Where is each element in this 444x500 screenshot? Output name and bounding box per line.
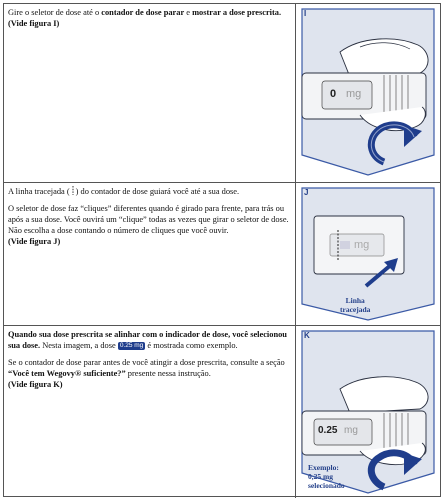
figure-reference: (Vide figura I) — [8, 19, 60, 28]
text-run: O seletor de dose faz “cliques” diferentes quando é girado para frente, para trás ou após a sua dose. Você ouvirá um “clique” todas as vezes que girar o seletor de dose. Não escolha a dose contando o número de cliques que você ouvir. — [8, 204, 289, 235]
bold-run: Quando sua dose prescrita se alinhar com o indicador de dose, você selecionou sua dose. — [8, 330, 287, 350]
column-divider — [295, 326, 296, 498]
dose-unit: mg — [344, 425, 358, 436]
figure-reference: (Vide figura J) — [8, 237, 61, 246]
column-divider — [295, 4, 296, 182]
row-2-text — [8, 186, 290, 253]
caption-line: tracejada — [340, 305, 371, 314]
text-run: Se o contador de dose parar antes de você atingir a dose prescrita, consulte a seção — [8, 358, 285, 367]
caption-line: 0,25 mg — [308, 472, 333, 481]
text-run: Gire o seletor de dose até o — [8, 8, 102, 17]
instruction-row-1 — [4, 4, 440, 183]
figure-j — [300, 186, 436, 322]
bold-run: “Você tem Wegovy® suficiente?” — [8, 369, 126, 378]
text-run: presente nessa instrução. — [125, 369, 211, 378]
bold-run: contador de dose parar — [101, 8, 185, 17]
instruction-row-2 — [4, 183, 440, 326]
instruction-table — [3, 3, 441, 497]
caption-line: selecionado — [308, 481, 345, 490]
text-run: é mostrada como exemplo. — [145, 341, 238, 350]
pen-dial-illustration — [300, 7, 436, 177]
caption-line: Linha — [345, 296, 365, 305]
dashed-line-caption — [340, 296, 370, 314]
text-run: A linha tracejada ( — [8, 187, 70, 196]
row-2-paragraph-1 — [8, 186, 290, 197]
text-run: Nesta imagem, a dose — [40, 341, 118, 350]
text-run: e — [184, 8, 193, 17]
figure-k — [300, 329, 436, 495]
bold-run: mostrar a dose prescrita. — [192, 8, 282, 17]
instruction-row-3 — [4, 326, 440, 498]
figure-label: I — [304, 9, 307, 18]
text-run: ) do contador de dose guiará você até a sua dose. — [75, 187, 240, 196]
example-caption — [308, 463, 345, 490]
row-3-text — [8, 329, 290, 396]
row-2-paragraph-2 — [8, 203, 290, 247]
row-1-text — [8, 7, 290, 35]
row-3-paragraph-2 — [8, 357, 290, 390]
figure-label: K — [304, 331, 310, 340]
figure-i — [300, 7, 436, 177]
dose-counter-value: 0 — [330, 88, 337, 100]
dose-counter-value: 0.25 — [318, 425, 338, 436]
dose-unit: mg — [346, 88, 362, 100]
row-3-paragraph-1 — [8, 329, 290, 351]
dose-unit: mg — [354, 239, 370, 251]
caption-line: Exemplo: — [308, 463, 339, 472]
dose-badge: 0.25 mg — [119, 342, 144, 349]
figure-label: J — [304, 188, 309, 197]
column-divider — [295, 183, 296, 325]
row-1-paragraph — [8, 7, 290, 29]
figure-reference: (Vide figura K) — [8, 380, 63, 389]
